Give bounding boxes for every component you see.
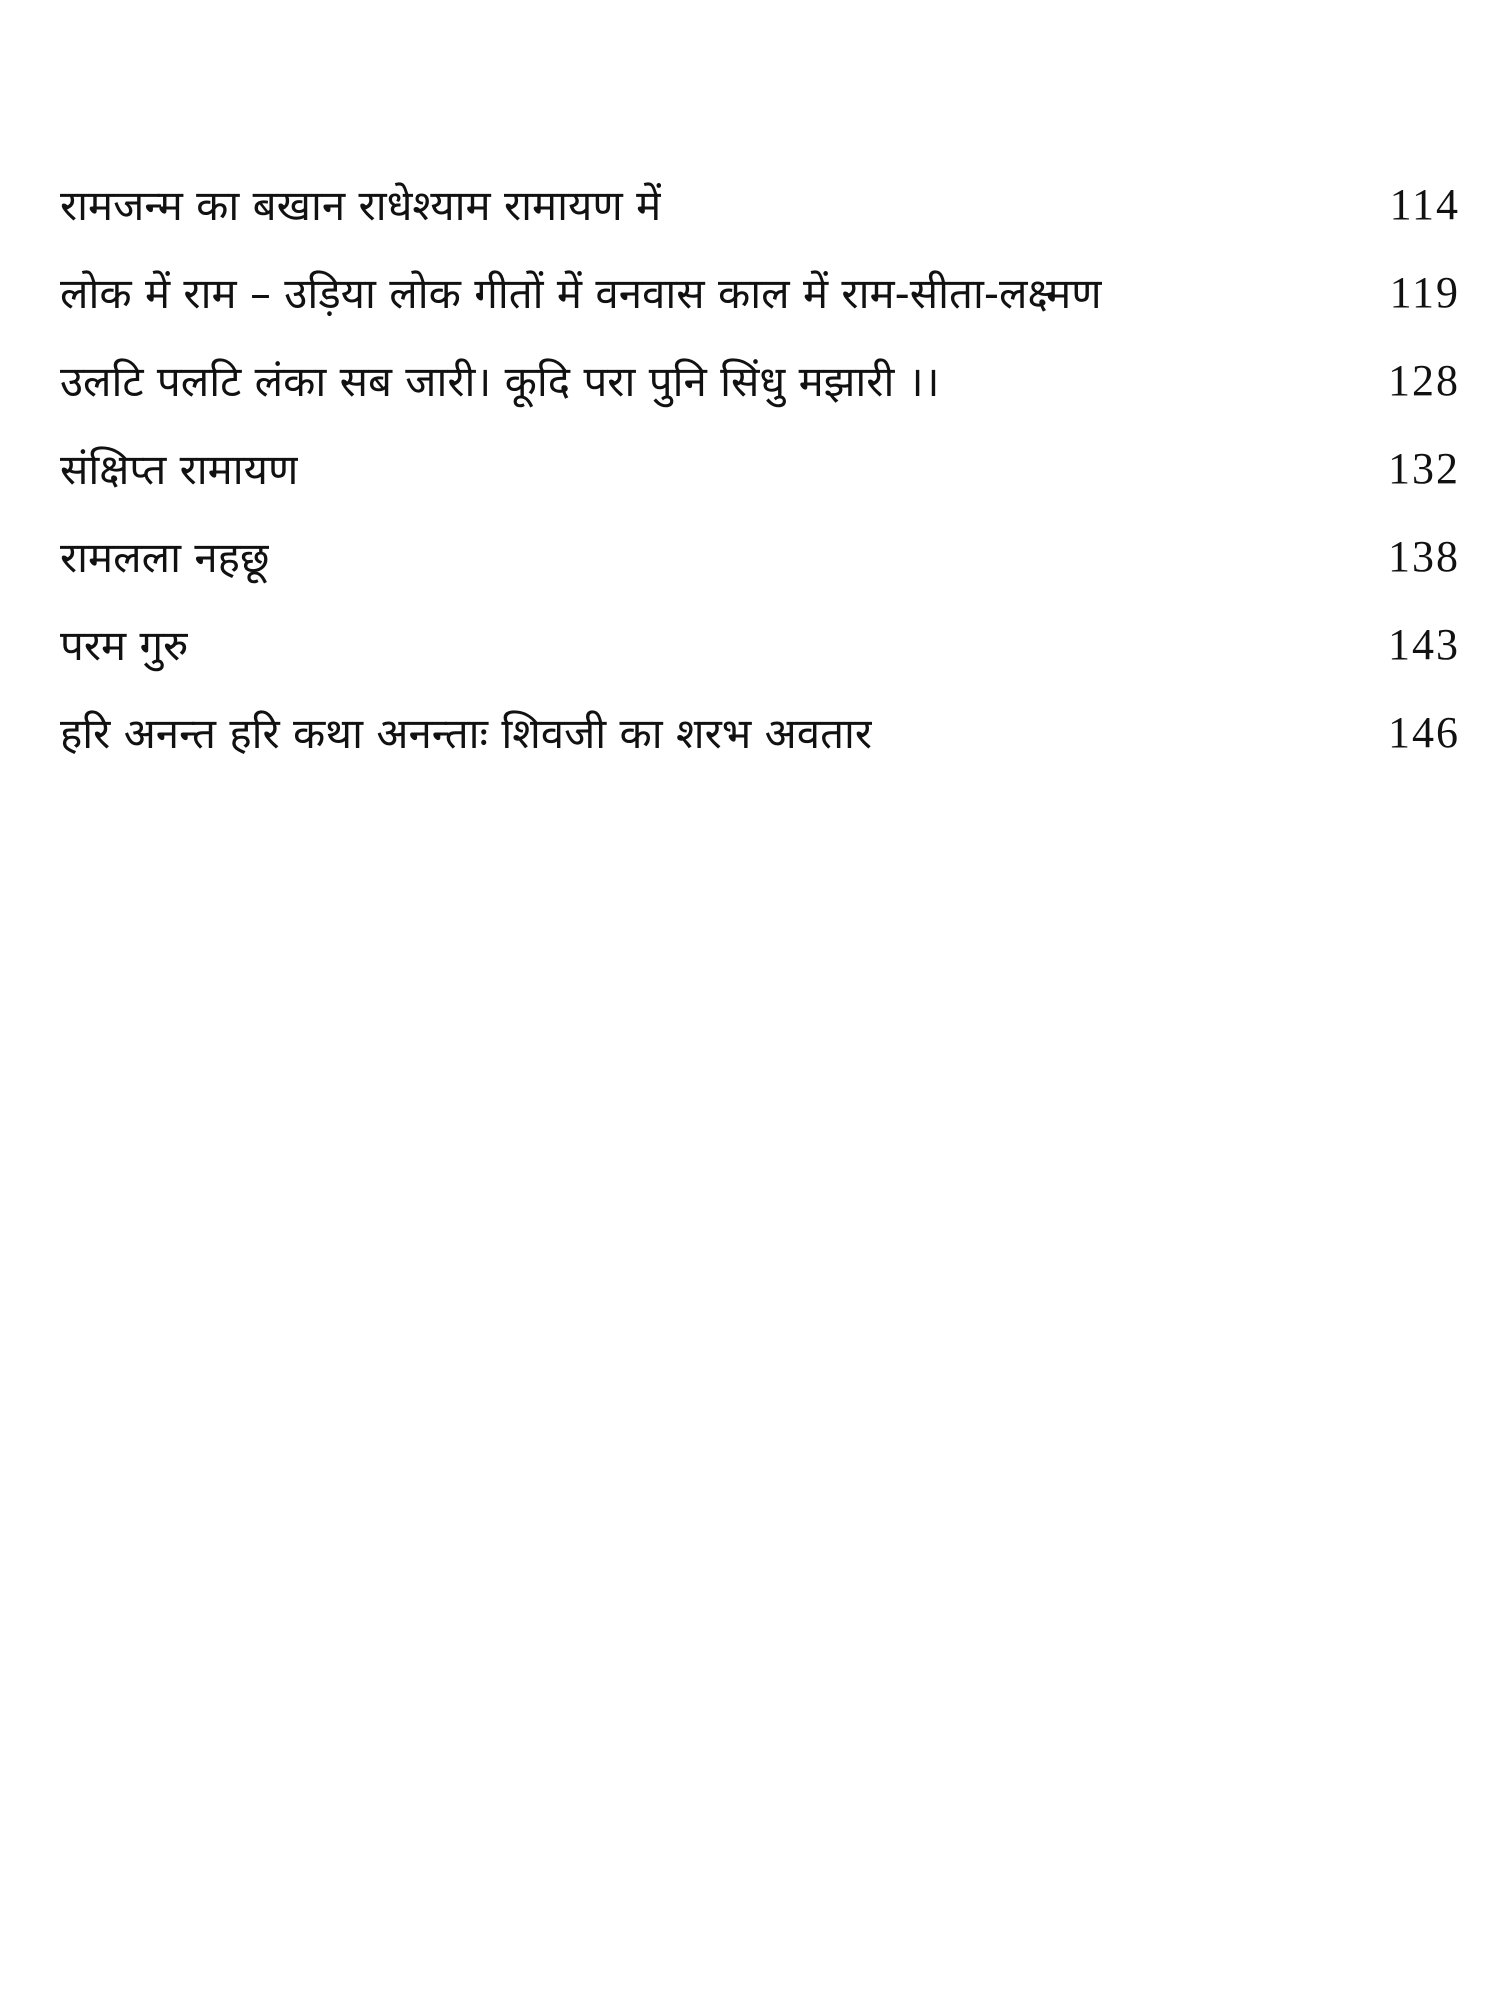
toc-entry-page: 138 xyxy=(1388,531,1460,581)
toc-entry-title: उलटि पलटि लंका सब जारी। कूदि परा पुनि सिंधु मझारी ।। xyxy=(60,356,940,406)
toc-entry-page: 143 xyxy=(1388,619,1460,669)
toc-entry-title: लोक में राम – उड़िया लोक गीतों में वनवास काल में राम-सीता-लक्ष्मण xyxy=(60,268,1102,318)
toc-entry-title: रामलला नहछू xyxy=(60,532,270,582)
toc-entry xyxy=(60,600,1460,688)
toc-entry xyxy=(60,160,1460,248)
toc-entry xyxy=(60,336,1460,424)
toc-entry-page: 146 xyxy=(1388,707,1460,757)
toc-entry-title: हरि अनन्त हरि कथा अनन्ताः शिवजी का शरभ अवतार xyxy=(60,708,873,758)
toc-entry-page: 119 xyxy=(1389,267,1460,317)
toc-entry-title: संक्षिप्त रामायण xyxy=(60,444,299,494)
toc-entry xyxy=(60,688,1460,776)
toc-entry-page: 132 xyxy=(1388,443,1460,493)
toc-entry-page: 128 xyxy=(1388,355,1460,405)
toc-entry xyxy=(60,248,1460,336)
toc-entry xyxy=(60,512,1460,600)
table-of-contents xyxy=(60,160,1460,776)
toc-entry-title: रामजन्म का बखान राधेश्याम रामायण में xyxy=(60,180,662,230)
toc-entry-page: 114 xyxy=(1389,179,1460,229)
toc-entry xyxy=(60,424,1460,512)
toc-entry-title: परम गुरु xyxy=(60,620,189,670)
